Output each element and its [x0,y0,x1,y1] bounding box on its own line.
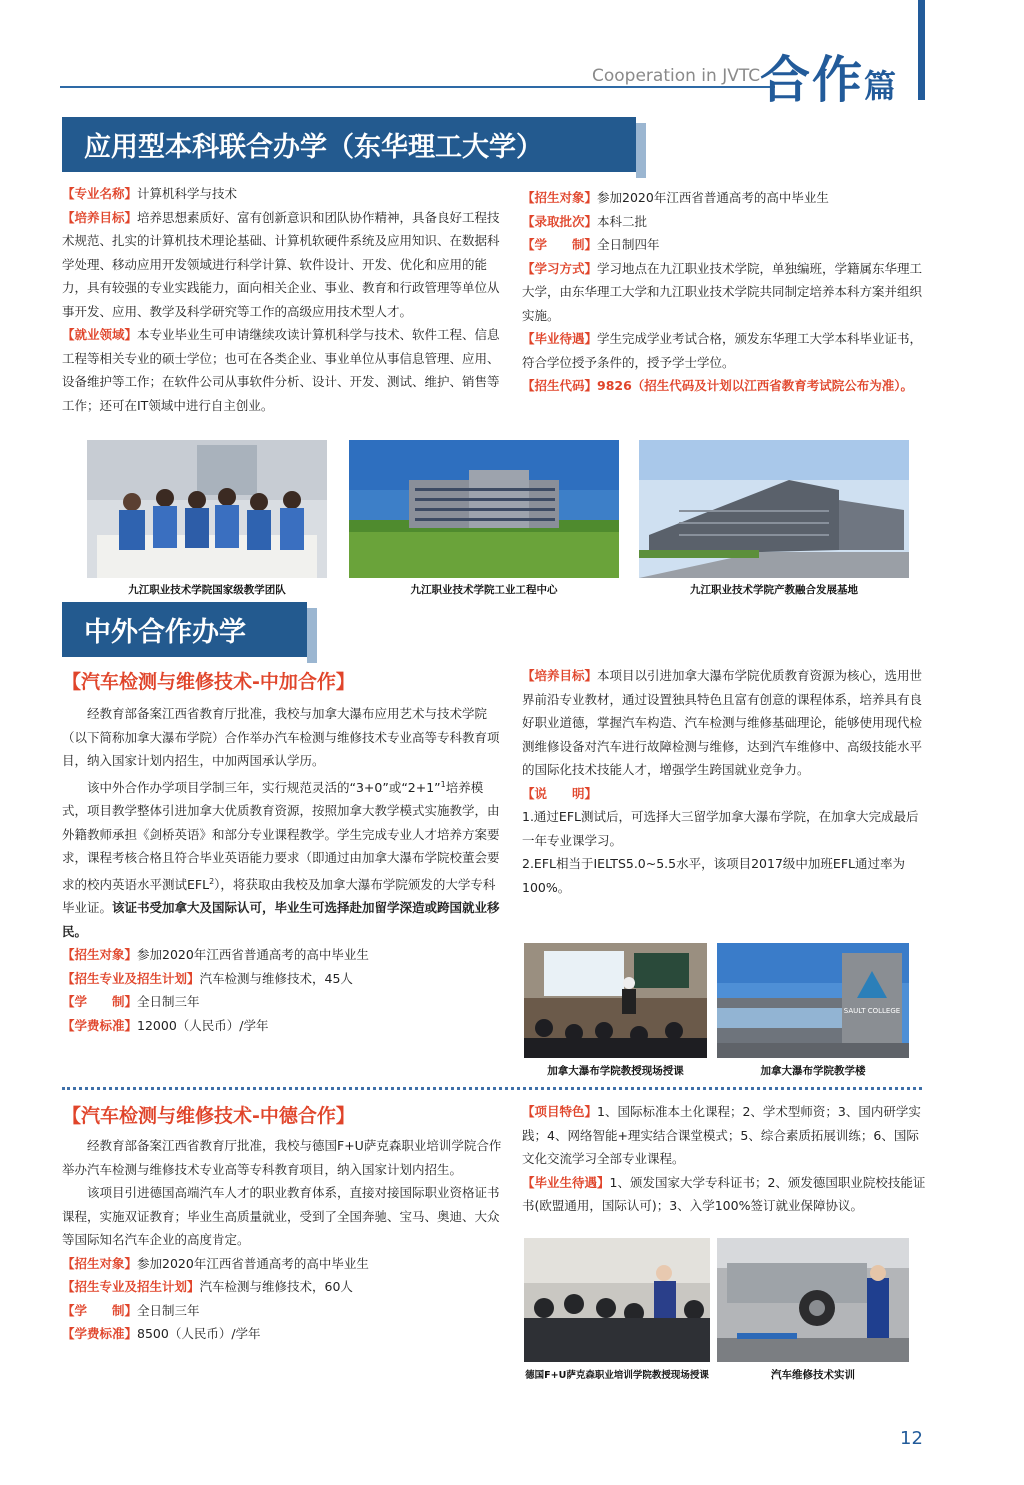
section1-left-column [62,182,506,417]
canada-tuition: 【学费标准】12000（人民币）/学年 [62,1017,269,1033]
canada-para2: 该中外合作办学项目学制三年，实行规范灵活的“3+0”或“2+1”$^1$培养模式，项目教学整体引进加拿大优质教育资源，按照加拿大教学模式实施教学，由外籍教师承担《剑桥英语》和部分专业课程教学。学生完成专业人才培养方案要求，课程考核合格且符合毕业英语能力要求（即通过由加拿大瀑布学院校董会要求的校内英语水平测试EFL$^2$），将获取由我校及加拿大瀑布学院颁发的大学专科毕业证。该证书受加拿大及国际认可，毕业生可选择赴加留学深造或跨国就业移民。 [62,779,500,939]
photo-canada-lecture [524,943,707,1058]
section2-banner: 中外合作办学 [62,602,307,657]
s1-employment: 【就业领域】本专业毕业生可申请继续攻读计算机科学与技术、软件工程、信息工程等相关专业的硕士学位；也可在各类企业、事业单位从事信息管理、应用、设备维护等工作；在软件公司从事软件分析、设计、开发、测试、维护、销售等工作；还可在IT领域中进行自主创业。 [62,327,500,413]
germany-para2: 该项目引进德国高端汽车人才的职业教育体系，直接对接国际职业资格证书课程，实施双证教育；毕业生高质量就业，受到了全国奔驰、宝马、奥迪、大众等国际知名汽车企业的高度肯定。 [62,1185,500,1247]
germany-subtitle: 【汽车检测与维修技术-中德合作】 [62,1105,355,1127]
section1-right-column [522,186,927,398]
section1-banner: 应用型本科联合办学（东华理工大学） [62,117,636,172]
header-english: Cooperation in JVTC [592,66,761,86]
germany-right-column [522,1100,927,1218]
header-chinese-title: 合作篇 [760,50,899,109]
canada-subtitle: 【汽车检测与维修技术-中加合作】 [62,671,355,693]
s1-code: 【招生代码】9826（招生代码及计划以江西省教育考试院公布为准）。 [522,378,914,393]
germany-target: 【招生对象】参加2020年江西省普通高考的高中毕业生 [62,1255,369,1271]
caption-auto-repair-training: 汽车维修技术实训 [771,1369,855,1381]
canada-note2: 2.EFL相当于IELTS5.0~5.5水平，该项目2017级中加班EFL通过率为100%。 [522,856,905,895]
canada-plan: 【招生专业及招生计划】汽车检测与维修技术，45人 [62,970,353,986]
canada-duration: 【学 制】全日制三年 [62,994,200,1010]
header-rule [60,86,775,88]
canada-left-column [62,702,506,1037]
canada-note1: 1.通过EFL测试后，可选择大三留学加拿大瀑布学院，在加拿大完成最后一年专业课学习。 [522,809,919,848]
photo-germany-lecture [524,1238,710,1362]
s1-duration: 【学 制】全日制四年 [522,237,660,252]
photo-engineering-center [349,440,619,578]
caption-teaching-team: 九江职业技术学院国家级教学团队 [128,584,286,596]
caption-industry-base: 九江职业技术学院产教融合发展基地 [690,584,858,596]
caption-canada-lecture: 加拿大瀑布学院教授现场授课 [547,1065,684,1077]
photo-auto-repair-training [717,1238,909,1362]
canada-para1: 经教育部备案江西省教育厅批准，我校与加拿大瀑布应用艺术与技术学院（以下简称加拿大瀑布学院）合作举办汽车检测与维修技术专业高等专科教育项目，纳入国家计划内招生，中加两国承认学历。 [62,706,500,768]
germany-tuition: 【学费标准】8500（人民币）/学年 [62,1326,261,1341]
header-side-bar [918,0,925,100]
s1-batch: 【录取批次】本科二批 [522,213,648,229]
photo-teaching-team [87,440,327,578]
s1-major: 【专业名称】计算机科学与技术 [62,186,238,201]
canada-goal: 【培养目标】本项目以引进加拿大瀑布学院优质教育资源为核心，选用世界前沿专业教材，通过设置独具特色且富有创意的课程体系，培养具有良好职业道德，掌握汽车构造、汽车检测与维修基础理论，能够使用现代检测维修设备对汽车进行故障检测与维修，达到汽车维修中、高级技能水平的国际化技术技能人才，增强学生跨国就业竞争力。 [522,668,923,777]
canada-right-column [522,664,927,899]
germany-graduate: 【毕业生待遇】1、颁发国家大学专科证书；2、颁发德国职业院校技能证书(欧盟通用，国际认可)；3、入学100%签订就业保障协议。 [522,1174,926,1213]
page-number: 12 [900,1428,923,1449]
section-divider [62,1087,922,1090]
germany-duration: 【学 制】全日制三年 [62,1302,200,1318]
germany-feature: 【项目特色】1、国际标准本土化课程；2、学术型师资；3、国内研学实践；4、网络智能+理实结合课堂模式；5、综合素质拓展训练；6、国际文化交流学习全部专业课程。 [522,1104,921,1166]
canada-target: 【招生对象】参加2020年江西省普通高考的高中毕业生 [62,947,369,963]
s1-study-mode: 【学习方式】学习地点在九江职业技术学院，单独编班，学籍属东华理工大学，由东华理工大学和九江职业技术学院共同制定培养本科方案并组织实施。 [522,260,923,323]
s1-graduation: 【毕业待遇】学生完成学业考试合格，颁发东华理工大学本科毕业证书，符合学位授予条件的，授予学士学位。 [522,331,923,370]
caption-engineering-center: 九江职业技术学院工业工程中心 [410,584,558,596]
germany-para1: 经教育部备案江西省教育厅批准，我校与德国F+U萨克森职业培训学院合作举办汽车检测与维修技术专业高等专科教育项目，纳入国家计划内招生。 [62,1138,502,1177]
caption-germany-lecture: 德国F+U萨克森职业培训学院教授现场授课 [525,1370,709,1381]
s1-goal: 【培养目标】培养思想素质好、富有创新意识和团队协作精神，具备良好工程技术规范、扎实的计算机技术理论基础、计算机软硬件系统及应用知识、在数据科学处理、移动应用开发领域进行科学计算、软件设计、开发、优化和应用的能力，具有较强的专业实践能力，面向相关企业、事业、教育和行政管理等单位从事开发、应用、教学及科学研究等工作的高级应用技术型人才。 [62,209,500,319]
caption-sault-college: 加拿大瀑布学院教学楼 [760,1065,866,1077]
germany-left-column [62,1134,506,1346]
s1-target: 【招生对象】参加2020年江西省普通高考的高中毕业生 [522,190,829,205]
photo-industry-base [639,440,909,578]
germany-plan: 【招生专业及招生计划】汽车检测与维修技术，60人 [62,1279,353,1294]
canada-note-label: 【说 明】 [522,785,598,801]
svg-text:SAULT COLLEGE: SAULT COLLEGE [843,1007,901,1015]
photo-sault-college [717,943,909,1058]
